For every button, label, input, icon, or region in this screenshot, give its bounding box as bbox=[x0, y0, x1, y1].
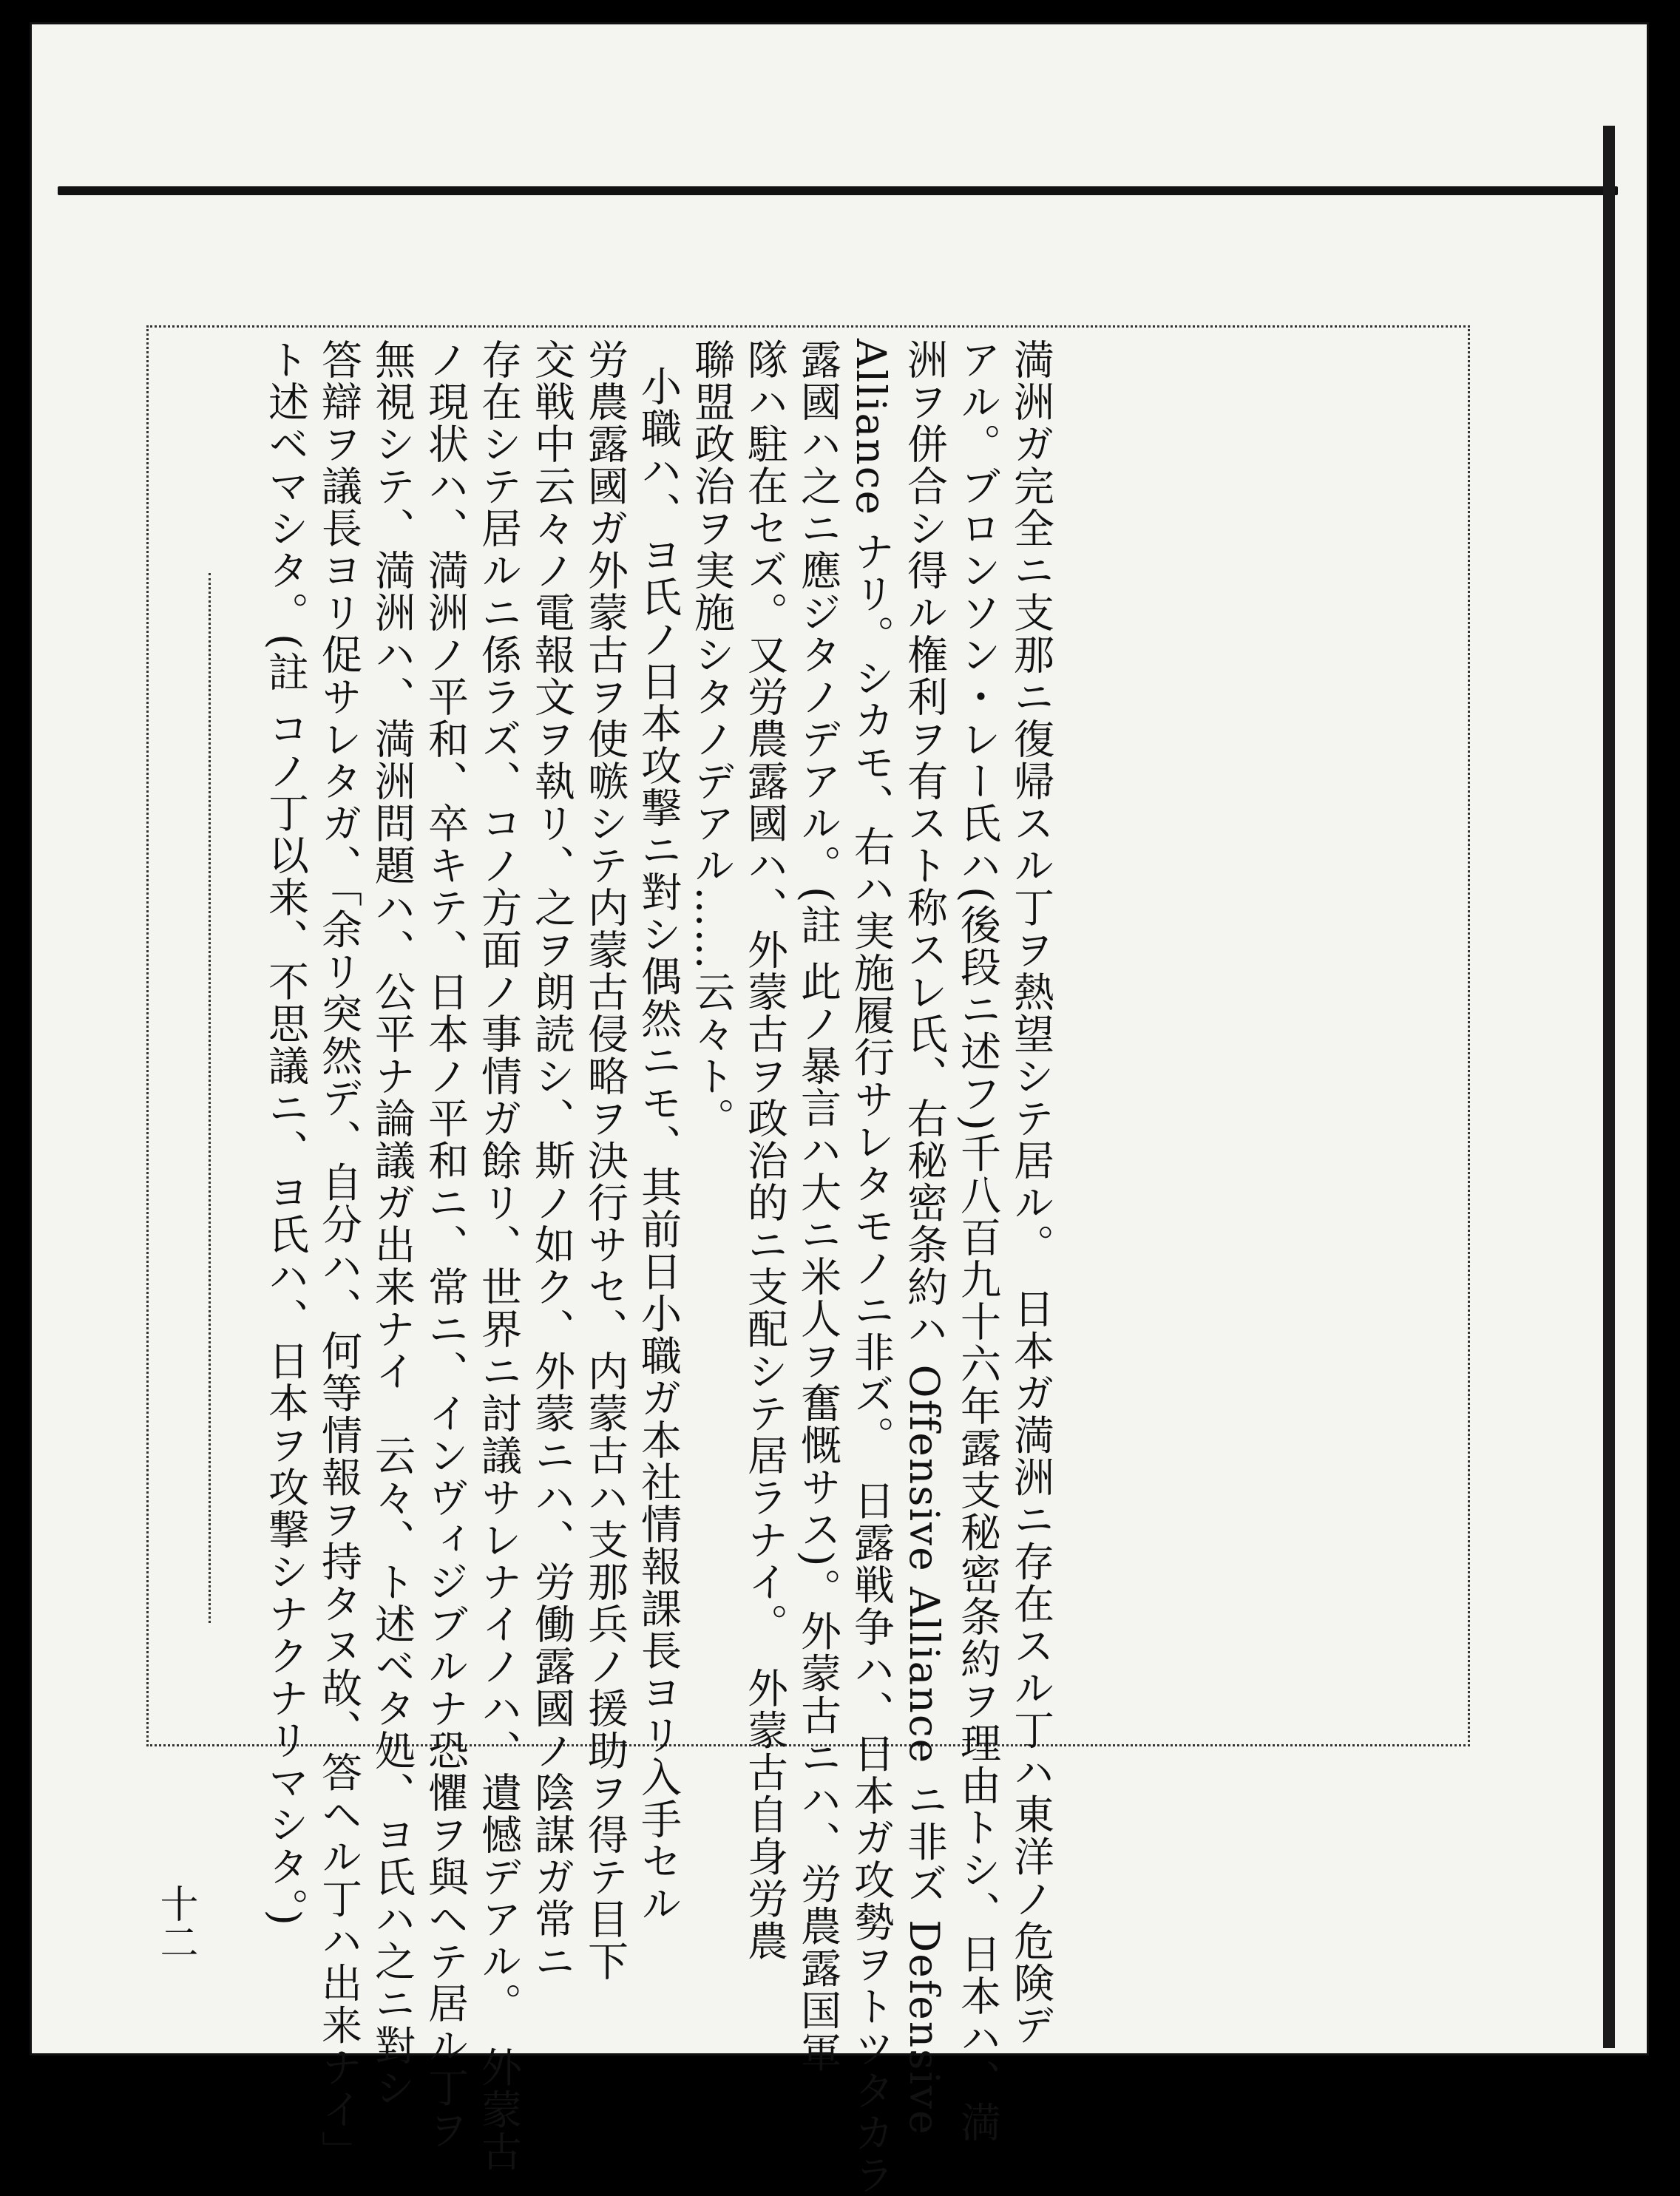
text-line-12: ノ現状ハ、満洲ノ平和、卒キテ、日本ノ平和ニ、常ニ、インヴィジブルナ恐懼ヲ與ヘテ居ル丁ヲ bbox=[421, 339, 469, 2151]
binding-bar bbox=[58, 186, 1618, 195]
text-line-2: アル。ブロンソン・レー氏ハ(後段ニ述フ)千八百九十六年露支秘密条約ヲ理由トシ、日本ハ、満 bbox=[954, 339, 1001, 2144]
text-line-5: 露國ハ之ニ應ジタノデアル。(註 此ノ暴言ハ大ニ米人ヲ奮慨サス)。外蒙古ニハ、労農露国軍 bbox=[794, 339, 841, 2074]
page-edge-shadow bbox=[1603, 126, 1615, 2048]
text-line-4: Alliance ナリ。シカモ、右ハ実施履行サレタモノニ非ズ。 日露戦争ハ、日本ガ攻勢ヲトツタカラ bbox=[847, 339, 895, 2196]
text-line-1: 満洲ガ完全ニ支那ニ復帰スル丁ヲ熱望シテ居ル。 日本ガ満洲ニ存在スル丁ハ東洋ノ危険デ bbox=[1007, 339, 1054, 2047]
text-line-6: 隊ハ駐在セズ。又労農露國ハ、外蒙古ヲ政治的ニ支配シテ居ラナイ。 外蒙古自身労農 bbox=[741, 339, 788, 1962]
text-line-14: 答辯ヲ議長ヨリ促サレタガ、「余リ突然デ、自分ハ、何等情報ヲ持タヌ故、答ヘル丁ハ出来ナイ」 bbox=[315, 339, 362, 2173]
text-line-3: 洲ヲ併合シ得ル権利ヲ有スト称スレ氏、右秘密条約ハ Offensive Alliance ニ非ズ Defensive bbox=[901, 339, 948, 2136]
handwritten-text-body bbox=[251, 339, 1057, 2196]
text-line-7: 聯盟政治ヲ実施シタノデアル……云々ト。 bbox=[688, 339, 735, 1139]
text-line-9: 労農露國ガ外蒙古ヲ使嗾シテ内蒙古侵略ヲ決行サセ、内蒙古ハ支那兵ノ援助ヲ得テ目下 bbox=[581, 339, 629, 1982]
text-line-11: 存在シテ居ルニ係ラズ、コノ方面ノ事情ガ餘リ、世界ニ討議サレナイノハ、遺憾デアル。 外蒙古 bbox=[475, 339, 522, 2173]
text-line-10: 交戦中云々ノ電報文ヲ執リ、之ヲ朗読シ、斯ノ如ク、外蒙ニハ、労働露國ノ陰謀ガ常ニ bbox=[528, 339, 575, 1982]
text-line-13: 無視シテ、満洲ハ、満洲問題ハ、公平ナ論議ガ出来ナイ 云々、ト述ベタ処、ヨ氏ハ之ニ對シ bbox=[368, 339, 416, 2109]
text-line-15: ト述ベマシタ。(註 コノ丁以来、不思議ニ、ヨ氏ハ、日本ヲ攻撃シナクナリマシタ。) bbox=[262, 339, 309, 1927]
page-number: 十二 bbox=[153, 1884, 197, 1961]
margin-dotted-line bbox=[209, 573, 211, 1623]
text-line-8: 小職ハ、ヨ氏ノ日本攻撃ニ對シ偶然ニモ、其前日小職ガ本社情報課長ヨリ入手セル bbox=[634, 365, 682, 1925]
